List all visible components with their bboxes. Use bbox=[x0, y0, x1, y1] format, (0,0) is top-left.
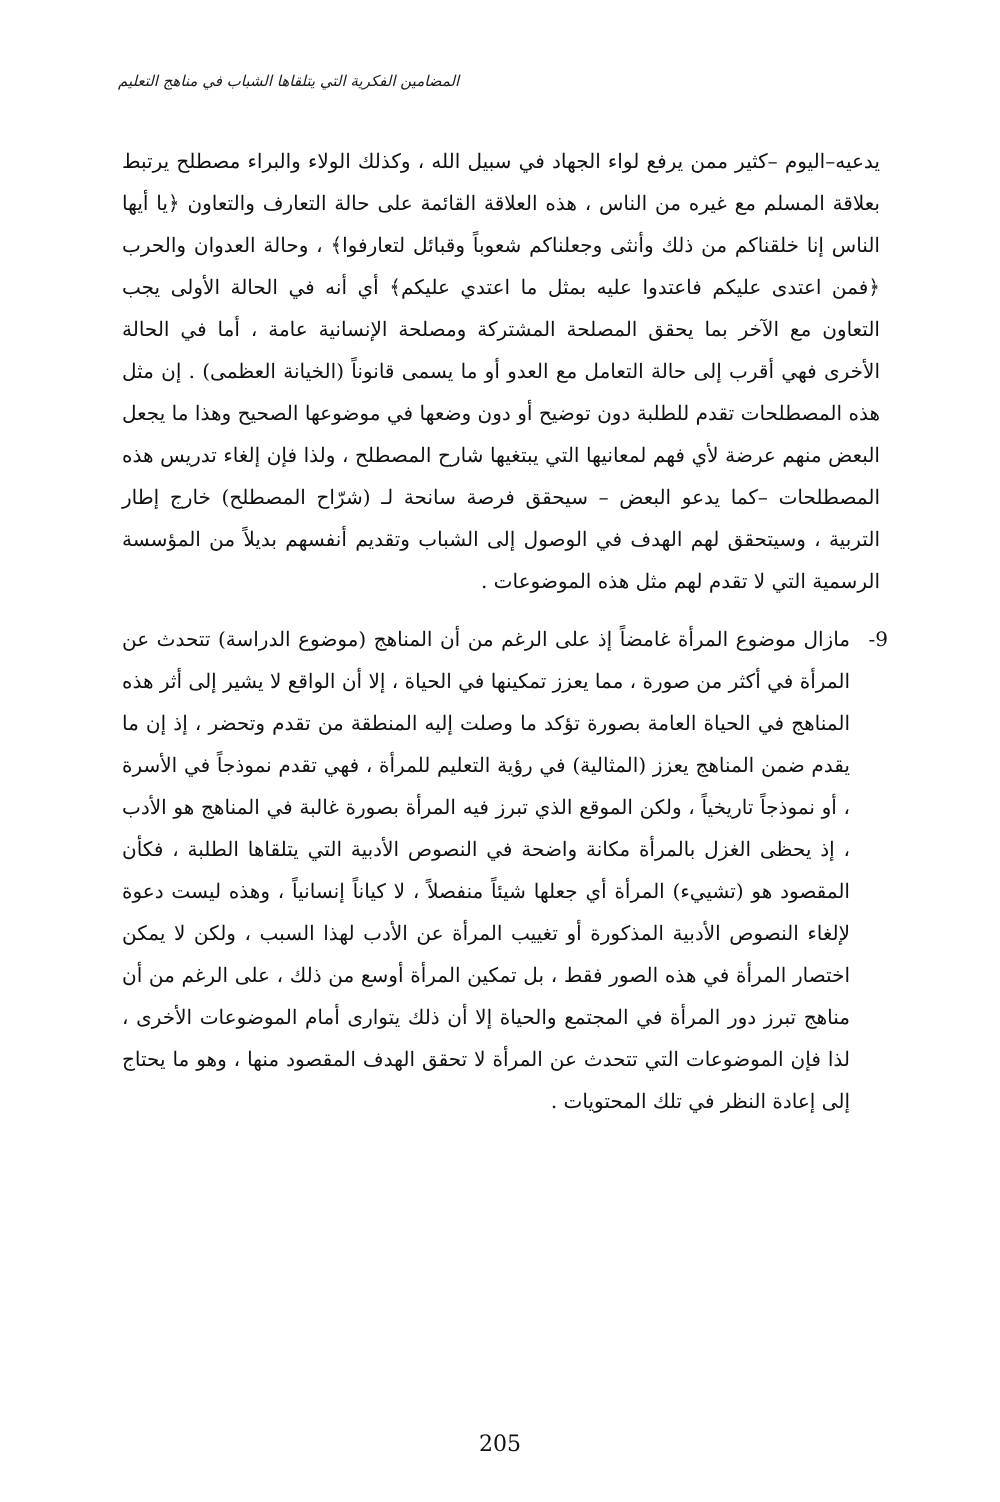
paragraph-text: مازال موضوع المرأة غامضاً إذ على الرغم من أن المناهج (موضوع الدراسة) تتحدث عن المرأة في أكثر من صورة ، مما يعزز تمكينها في الحياة ، إلا أن الواقع لا يشير إلى أثر هذه المناهج في الحياة العامة بصورة تؤكد ما وصلت إليه المنطقة من تقدم وتحضر ، إذ إن ما يقدم ضمن المناهج يعزز (المثالية) في رؤية التعليم للمرأة ، فهي تقدم نموذجاً في الأسرة ، أو نموذجاً تاريخياً ، ولكن الموقع الذي تبرز فيه المرأة بصورة غالبة في المناهج هو الأدب ، إذ يحظى الغزل بالمرأة مكانة واضحة في النصوص الأدبية التي يتلقاها الطلبة ، فكأن المقصود هو (تشييء) المرأة أي جعلها شيئاً منفصلاً ، لا كياناً إنسانياً ، وهذه ليست دعوة لإلغاء النصوص الأدبية المذكورة أو تغييب المرأة عن الأدب لهذا السبب ، ولكن لا يمكن اختصار المرأة في هذه الصور فقط ، بل تمكين المرأة أوسع من ذلك ، على الرغم من أن مناهج تبرز دور المرأة في المجتمع والحياة إلا أن ذلك يتوارى أمام الموضوعات الأخرى ، لذا فإن الموضوعات التي تتحدث عن المرأة لا تحقق الهدف المقصود منها ، وهو ما يحتاج إلى إعادة النظر في تلك المحتويات . bbox=[122, 627, 850, 1113]
page-number: 205 bbox=[479, 1432, 521, 1457]
item-number: 9- bbox=[868, 627, 888, 651]
running-header: المضامين الفكرية التي يتلقاها الشباب في مناهج التعليم bbox=[118, 72, 460, 90]
numbered-paragraph-9 bbox=[122, 618, 888, 1122]
paragraph-continuation: يدعيه–اليوم –كثير ممن يرفع لواء الجهاد في سبيل الله ، وكذلك الولاء والبراء مصطلح يرتبط بعلاقة المسلم مع غيره من الناس ، هذه العلاقة القائمة على حالة التعارف والتعاون ﴿يا أيها الناس إنا خلقناكم من ذلك وأنثى وجعلناكم شعوباً وقبائل لتعارفوا﴾ ، وحالة العدوان والحرب ﴿فمن اعتدى عليكم فاعتدوا عليه بمثل ما اعتدي عليكم﴾ أي أنه في الحالة الأولى يجب التعاون مع الآخر بما يحقق المصلحة المشتركة ومصلحة الإنسانية عامة ، أما في الحالة الأخرى فهي أقرب إلى حالة التعامل مع العدو أو ما يسمى قانوناً (الخيانة العظمى) . إن مثل هذه المصطلحات تقدم للطلبة دون توضيح أو دون وضعها في موضوعها الصحيح وهذا ما يجعل البعض منهم عرضة لأي فهم لمعانيها التي يبتغيها شارح المصطلح ، ولذا فإن إلغاء تدريس هذه المصطلحات –كما يدعو البعض – سيحقق فرصة سانحة لـ (شرّاح المصطلح) خارج إطار التربية ، وسيتحقق لهم الهدف في الوصول إلى الشباب وتقديم أنفسهم بديلاً من المؤسسة الرسمية التي لا تقدم لهم مثل هذه الموضوعات . bbox=[122, 149, 880, 593]
body-text bbox=[122, 140, 888, 1430]
